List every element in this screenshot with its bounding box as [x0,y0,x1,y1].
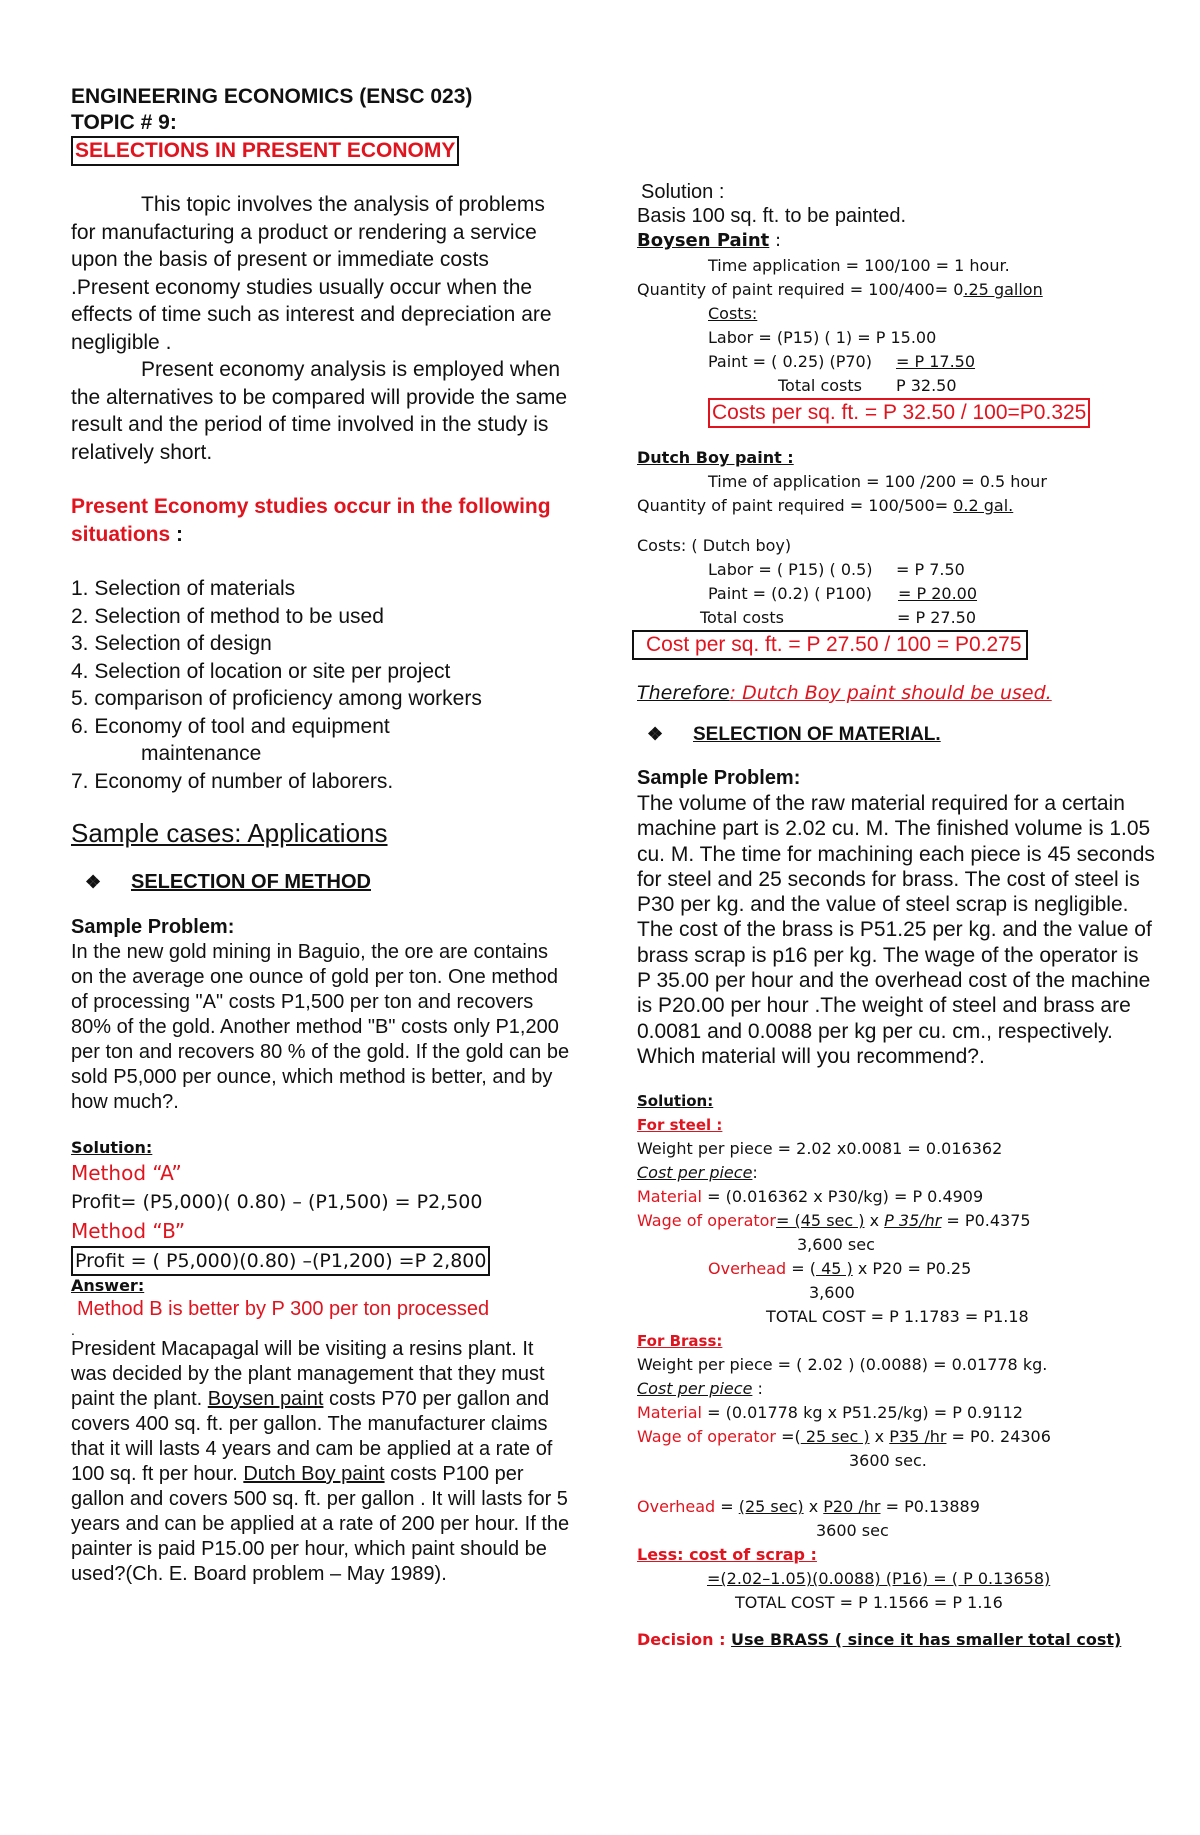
boysen-qty-part: Quantity of paint required = 100/400= 0 [637,280,964,299]
diamond-bullet-icon: ❖ [647,724,664,744]
situation-item: 4. Selection of location or site per project [71,659,451,683]
left-column [71,84,571,1587]
topic-title: SELECTIONS IN PRESENT ECONOMY [71,136,459,166]
brass-overhead-rate: P20 /hr [823,1497,881,1517]
intro-paragraph-2 [71,356,571,466]
dutch-cost-per-sqft: Cost per sq. ft. = P 27.50 / 100 = P0.275 [632,630,1028,660]
boysen-heading [637,228,1157,254]
situation-item-continuation: maintenance [141,742,262,765]
sample-cases-heading: Sample cases: Applications [71,818,388,848]
steel-weight: Weight per piece = 2.02 x0.0081 = 0.016362 [637,1139,1003,1159]
brass-overhead-eq: = [715,1497,739,1517]
intro-paragraph-1 [71,191,571,356]
steel-wage-rate: P 35/hr [884,1211,942,1231]
brass-material-label: Material [637,1403,702,1423]
steel-cost-label-text: Cost per piece [637,1163,753,1183]
dutch-labor [637,558,1157,582]
material-problem-text: The volume of the raw material required for a certain machine part is 2.02 cu. M. The finished volume is 1.05 cu. M. The time for machining each piece is 45 seconds for steel and 25 seconds for brass. The cost of steel is P30 per kg. and the value of steel scrap is negligible. The cost of the brass is P51.25 per kg. and the value of brass scrap is p16 per kg. The wage of the operator is P 35.00 per hour and the overhead cost of the machine is P20.00 per hour .The weight of steel and brass are 0.0081 and 0.0088 per kg per cu. cm., respectively. Which material will you recommend?. [637,792,1155,1068]
answer-text: Method B is better by P 300 per ton processed [77,1298,490,1320]
dutch-qty-value: 0.2 gal. [953,496,1014,515]
situation-item: 3. Selection of design [71,632,272,655]
brass-overhead-times: x [803,1497,824,1517]
material-problem-label: Sample Problem: [637,767,801,789]
steel-wage-times: x [864,1211,885,1231]
dutch-costs-label: Costs: ( Dutch boy) [637,536,792,555]
method-problem-text: In the new gold mining in Baguio, the ore are contains on the average one ounce of gold per ton. One method of processing "A" costs P1,500 per ton and recovers 80% of the gold. Another method "B" costs only P1,200 per ton and recovers 80 % of the gold. If the gold can be sold P5,000 per ounce, which method is better, and by how much?. [71,941,570,1113]
situation-item: 6. Economy of tool and equipment [71,714,390,738]
decision-text: Use BRASS ( since it has smaller total cost) [731,1630,1122,1650]
intro-text-2: Present economy analysis is employed when the alternatives to be compared will provide the same result and the period of time involved in the study is relatively short. [71,358,568,464]
steel-overhead [637,1257,1157,1281]
steel-overhead-value: x P20 = P0.25 [852,1259,972,1279]
method-problem-label: Sample Problem: [71,916,235,938]
answer-label: Answer: [71,1276,145,1295]
dutch-qty-part: Quantity of paint required = 100/500= [637,496,954,515]
therefore-text: : Dutch Boy paint should be used. [729,682,1052,704]
dutch-paint [637,582,1157,606]
steel-overhead-label: Overhead [708,1259,787,1279]
paint-problem-part-2: costs P70 per gallon and covers 400 sq. ft. per gallon. The manufacturer claims that it will lasts 4 years and cam be applied at a rate of 100 sq. ft per hour. [71,1388,553,1485]
material-solution-label: Solution: [637,1092,714,1111]
course-title: ENGINEERING ECONOMICS (ENSC 023) [71,85,473,108]
steel-wage-denominator: 3,600 sec [797,1235,875,1255]
dutch-total-value: = P 27.50 [897,608,977,627]
situations-colon: : [170,522,184,546]
method-solution-label: Solution: [71,1138,153,1157]
brass-heading: For Brass: [637,1332,723,1351]
steel-heading: For steel : [637,1116,723,1135]
brass-material [637,1401,1157,1425]
steel-overhead-open: = ( [786,1259,816,1279]
situation-item: 7. Economy of number of laborers. [71,769,394,793]
dutch-time: Time of application = 100 /200 = 0.5 hour [708,472,1047,491]
steel-material-label: Material [637,1187,702,1207]
method-a-profit: Profit= (P5,000)( 0.80) – (P1,500) = P2,500 [71,1191,483,1213]
brass-cost-colon: : [752,1379,763,1399]
paint-problem-part-1: President Macapagal will be visiting a resins plant. It was decided by the plant management that they must paint the plant. [71,1338,545,1410]
method-section-heading [71,869,571,895]
brass-cost-label [637,1377,1157,1401]
brass-wage [637,1425,1157,1449]
steel-wage-value: = P0.4375 [941,1211,1031,1231]
material-heading-text: SELECTION OF MATERIAL. [693,724,941,745]
less-label: Less: [637,1545,684,1565]
situation-item: 5. comparison of proficiency among workers [71,687,482,710]
boysen-quantity [637,278,1157,302]
brass-overhead-value: = P0.13889 [880,1497,980,1517]
boysen-total-label: Total costs [778,376,862,395]
steel-overhead-denominator: 3,600 [809,1283,855,1303]
brass-overhead-label: Overhead [637,1497,716,1517]
paint-conclusion [637,680,1157,706]
method-b-profit: Profit = ( P5,000)(0.80) –(P1,200) =P 2,800 [71,1246,490,1276]
steel-wage-label: Wage of operator [637,1211,777,1231]
dutch-total [637,606,1157,630]
paint-problem-text [71,1337,571,1587]
paint-problem-boysen: Boysen paint [207,1388,324,1410]
diamond-bullet-icon: ❖ [85,872,102,892]
steel-total: TOTAL COST = P 1.1783 = P1.18 [766,1307,1029,1327]
boysen-paint [637,350,1157,374]
steel-cost-colon: : [752,1163,758,1183]
boysen-time: Time application = 100/100 = 1 hour. [708,256,1010,275]
paint-problem-part-3: costs P100 per gallon and covers 500 sq. ft. per gallon . It will lasts for 5 years and can be applied at a rate of 200 per hour. If the painter is paid P15.00 per hour, which paint should be used?(Ch. E. Board problem – May 1989). [71,1463,570,1585]
less-text: cost of scrap : [683,1545,817,1565]
steel-wage-time: = (45 sec ) [776,1211,865,1231]
brass-wage-denominator: 3600 sec. [849,1451,927,1471]
boysen-total-value: P 32.50 [896,376,957,395]
brass-material-value: = (0.01778 kg x P51.25/kg) = P 0.9112 [702,1403,1023,1423]
brass-weight: Weight per piece = ( 2.02 ) (0.0088) = 0.01778 kg. [637,1355,1048,1375]
steel-wage [637,1209,1157,1233]
brass-total: TOTAL COST = P 1.1566 = P 1.16 [735,1593,1003,1613]
boysen-label: Boysen Paint [637,230,770,251]
brass-wage-times: x [869,1427,890,1447]
boysen-costs-label: Costs: [708,304,758,323]
scrap-value: =(2.02–1.05)(0.0088) (P16) = ( P 0.13658) [707,1569,1051,1589]
boysen-paint-formula: Paint = ( 0.25) (P70) [708,352,872,371]
situations-heading-text: Present Economy studies occur in the following situations [71,495,551,546]
method-a-label: Method “A” [71,1161,182,1185]
steel-material [637,1185,1157,1209]
boysen-cost-per-sqft: Costs per sq. ft. = P 32.50 / 100=P0.325 [708,398,1090,428]
situations-heading [71,493,571,548]
brass-overhead-denominator: 3600 sec [816,1521,889,1541]
paint-basis: Basis 100 sq. ft. to be painted. [637,205,907,227]
scrap-label [637,1543,1157,1567]
decision [637,1627,1157,1653]
paint-problem-dutch: Dutch Boy paint [243,1463,385,1485]
decision-label: Decision : [637,1630,732,1650]
dutch-labor-value: = P 7.50 [896,560,965,579]
paint-solution-label: Solution : [641,181,725,203]
dutch-labor-formula: Labor = ( P15) ( 0.5) [708,560,873,579]
dutch-paint-formula: Paint = (0.2) ( P100) [708,584,872,603]
steel-cost-label [637,1161,1157,1185]
right-column [637,180,1157,1653]
situation-item: 2. Selection of method to be used [71,604,384,628]
dutch-total-label: Total costs [700,608,784,627]
brass-wage-value: = P0. 24306 [946,1427,1051,1447]
dutch-heading: Dutch Boy paint : [637,448,794,467]
topic-number: TOPIC # 9: [71,111,177,134]
situation-item: 1. Selection of materials [71,577,296,600]
answer-dot: . [71,1322,75,1338]
steel-material-value: = (0.016362 x P30/kg) = P 0.4909 [702,1187,984,1207]
brass-wage-time: 25 sec ) [800,1427,870,1447]
boysen-qty-value: .25 gallon [963,280,1043,299]
boysen-total [637,374,1157,398]
boysen-labor: Labor = (P15) ( 1) = P 15.00 [708,328,937,347]
brass-wage-open: =( [776,1427,801,1447]
material-section-heading [637,721,1157,748]
brass-wage-label: Wage of operator [637,1427,777,1447]
method-b-label: Method “B” [71,1219,186,1243]
brass-wage-rate: P35 /hr [889,1427,947,1447]
boysen-colon: : [769,230,782,251]
dutch-quantity [637,494,1157,518]
method-heading-text: SELECTION OF METHOD [131,871,371,893]
steel-overhead-time: 45 ) [815,1259,853,1279]
therefore-label: Therefore [637,682,730,704]
brass-overhead [637,1495,1157,1519]
dutch-paint-value: = P 20.00 [898,584,978,603]
intro-text-1: This topic involves the analysis of problems for manufacturing a product or rendering a service upon the basis of present or immediate costs .Present economy studies usually occur when the effects of time such as interest and depreciation are negligible . [71,193,552,354]
boysen-paint-value: = P 17.50 [896,352,976,371]
brass-overhead-time: (25 sec) [738,1497,804,1517]
brass-cost-label-text: Cost per piece [637,1379,753,1399]
